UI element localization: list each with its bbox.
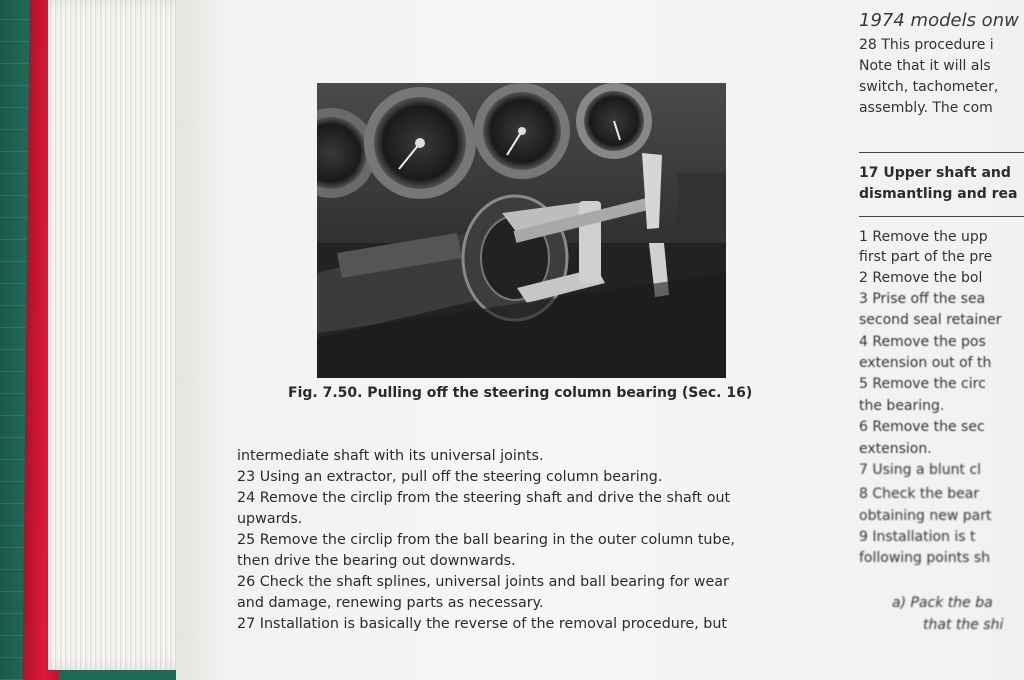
text-line: extension out of th [859, 355, 992, 371]
text-line: 24 Remove the circlip from the steering shaft and drive the shaft out [237, 490, 731, 506]
text-line: Note that it will als [859, 58, 991, 74]
text-line: assembly. The com [859, 100, 993, 116]
gauge-tachometer [364, 87, 476, 199]
text-line: 26 Check the shaft splines, universal joints and ball bearing for wear [237, 574, 729, 590]
sub-item: that the shi [923, 617, 1004, 633]
figure-caption: Fig. 7.50. Pulling off the steering column bearing (Sec. 16) [288, 385, 753, 401]
text-line: 9 Installation is t [859, 529, 976, 545]
text-line: 3 Prise off the sea [859, 291, 986, 307]
divider [859, 152, 1024, 153]
text-line: upwards. [237, 511, 303, 527]
text-line: then drive the bearing out downwards. [237, 553, 516, 569]
text-line: second seal retainer [859, 312, 1002, 328]
text-line: 2 Remove the bol [859, 270, 983, 286]
section-title: 17 Upper shaft and [859, 165, 1011, 181]
text-line: intermediate shaft with its universal joints. [237, 448, 544, 464]
text-line: 25 Remove the circlip from the ball bearing in the outer column tube, [237, 532, 735, 548]
section-heading: 1974 models onw [859, 10, 1019, 31]
text-line: following points sh [859, 550, 991, 566]
sub-item: a) Pack the ba [892, 595, 993, 611]
text-line: first part of the pre [859, 249, 993, 265]
text-line: switch, tachometer, [859, 79, 999, 95]
steering-column-photo [317, 83, 726, 378]
section-title: dismantling and rea [859, 186, 1018, 202]
divider [859, 216, 1024, 217]
text-line: the bearing. [859, 398, 945, 414]
text-line: 4 Remove the pos [859, 334, 986, 350]
right-column [859, 0, 1024, 680]
text-line: 8 Check the bear [859, 486, 980, 502]
text-line: 5 Remove the circ [859, 376, 986, 392]
gauge-speedometer [474, 83, 570, 179]
text-line: 6 Remove the sec [859, 419, 985, 435]
gauge-right [576, 83, 652, 159]
text-line: extension. [859, 441, 932, 457]
text-line: 28 This procedure i [859, 37, 994, 53]
text-line: 1 Remove the upp [859, 229, 988, 245]
procedure-text [237, 446, 827, 635]
text-line: 7 Using a blunt cl [859, 462, 982, 478]
text-line: 23 Using an extractor, pull off the steering column bearing. [237, 469, 663, 485]
text-line: obtaining new part [859, 508, 992, 524]
text-line: 27 Installation is basically the reverse of the removal procedure, but [237, 616, 728, 632]
book-page-edges [48, 0, 193, 670]
text-line: and damage, renewing parts as necessary. [237, 595, 544, 611]
